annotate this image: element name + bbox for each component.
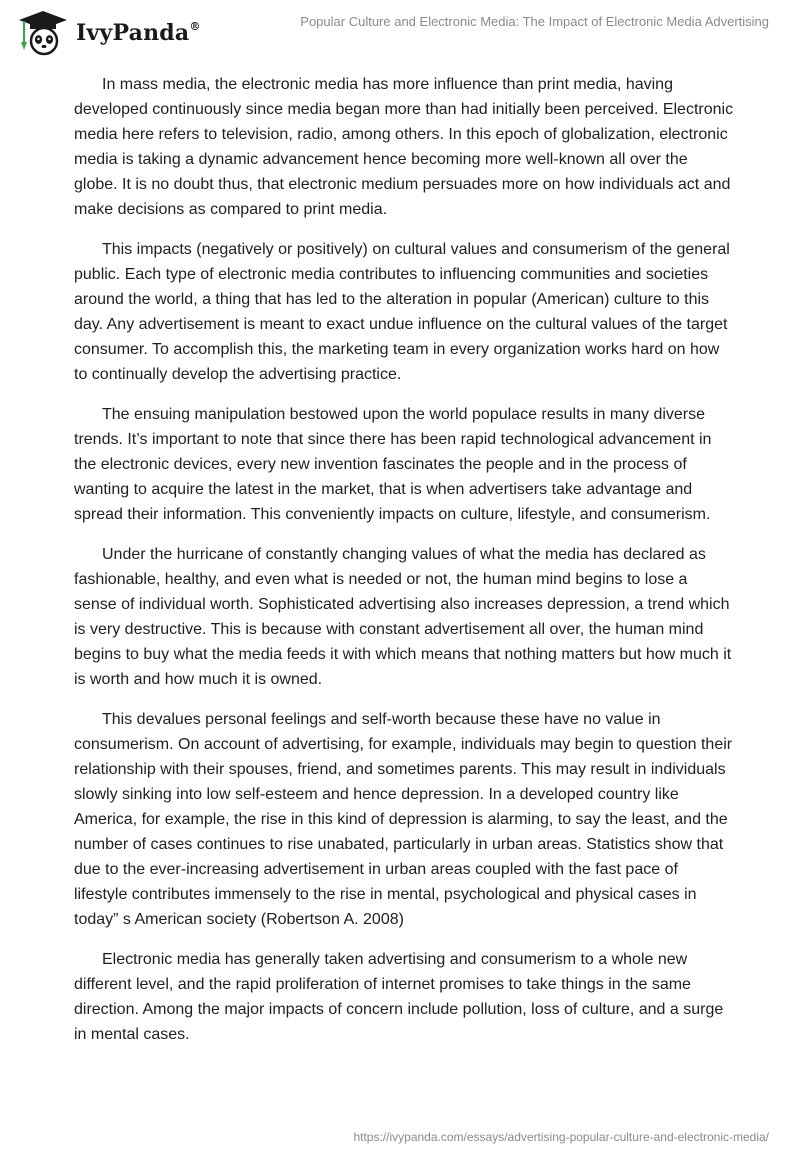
- document-title: Popular Culture and Electronic Media: The Impact of Electronic Media Advertising: [300, 14, 769, 29]
- ivypanda-logo[interactable]: [14, 8, 201, 58]
- paragraph-4: Under the hurricane of constantly changing values of what the media has declared as fashionable, healthy, and even what is needed or not, the human mind begins to lose a sense of individual worth. Sophisticated advertising also increases depression, a trend which is very destructive. This is because with constant advertisement all over, the human mind begins to buy what the media feeds it with which means that nothing matters but how much it is worth and how much it is owned.: [74, 546, 732, 688]
- source-url[interactable]: https://ivypanda.com/essays/advertising-popular-culture-and-electronic-media/: [353, 1130, 769, 1144]
- panda-graduate-icon: [14, 8, 72, 58]
- paragraph-6: Electronic media has generally taken advertising and consumerism to a whole new different level, and the rapid proliferation of internet promises to take things in the same direction. Among the major impacts of concern include pollution, loss of culture, and a surge in mental cases.: [74, 951, 724, 1043]
- paragraph-3: The ensuing manipulation bestowed upon the world populace results in many diverse trends. It’s important to note that since there has been rapid technological advancement in the electronic devices, every new invention fascinates the people and in the process of wanting to acquire the latest in the market, that is when advertisers take advantage and spread their information. This conveniently impacts on culture, lifestyle, and consumerism.: [74, 406, 712, 523]
- paragraph-5: This devalues personal feelings and self-worth because these have no value in consumerism. On account of advertising, for example, individuals may begin to question their relationship with their spouses, friend, and sometimes parents. This may result in individuals slowly sinking into low self-esteem and hence depression. In a developed country like America, for example, the rise in this kind of depression is alarming, to say the least, and the number of cases continues to rise unabated, particularly in urban areas. Statistics show that due to the ever-increasing advertisement in urban areas coupled with the fast pace of lifestyle contributes immensely to the rise in mental, psychological and physical cases in today” s American society (Robertson A. 2008): [74, 711, 733, 928]
- essay-body: [74, 72, 734, 1062]
- page-header: [0, 0, 800, 62]
- logo-wordmark: IvyPanda®: [76, 19, 201, 46]
- paragraph-2: This impacts (negatively or positively) on cultural values and consumerism of the general public. Each type of electronic media contributes to influencing communities and societies around the world, a thing that has led to the alteration in popular (American) culture to this day. Any advertisement is meant to exact undue influence on the cultural values of the target consumer. To accomplish this, the marketing team in every organization works hard on how to continually develop the advertising practice.: [74, 241, 730, 383]
- paragraph-1: In mass media, the electronic media has more influence than print media, having developed continuously since media began more than had initially been perceived. Electronic media here refers to television, radio, among others. In this epoch of globalization, electronic media is taking a dynamic advancement hence becoming more well-known all over the globe. It is no doubt thus, that electronic medium persuades more on how individuals act and make decisions as compared to print media.: [74, 76, 734, 218]
